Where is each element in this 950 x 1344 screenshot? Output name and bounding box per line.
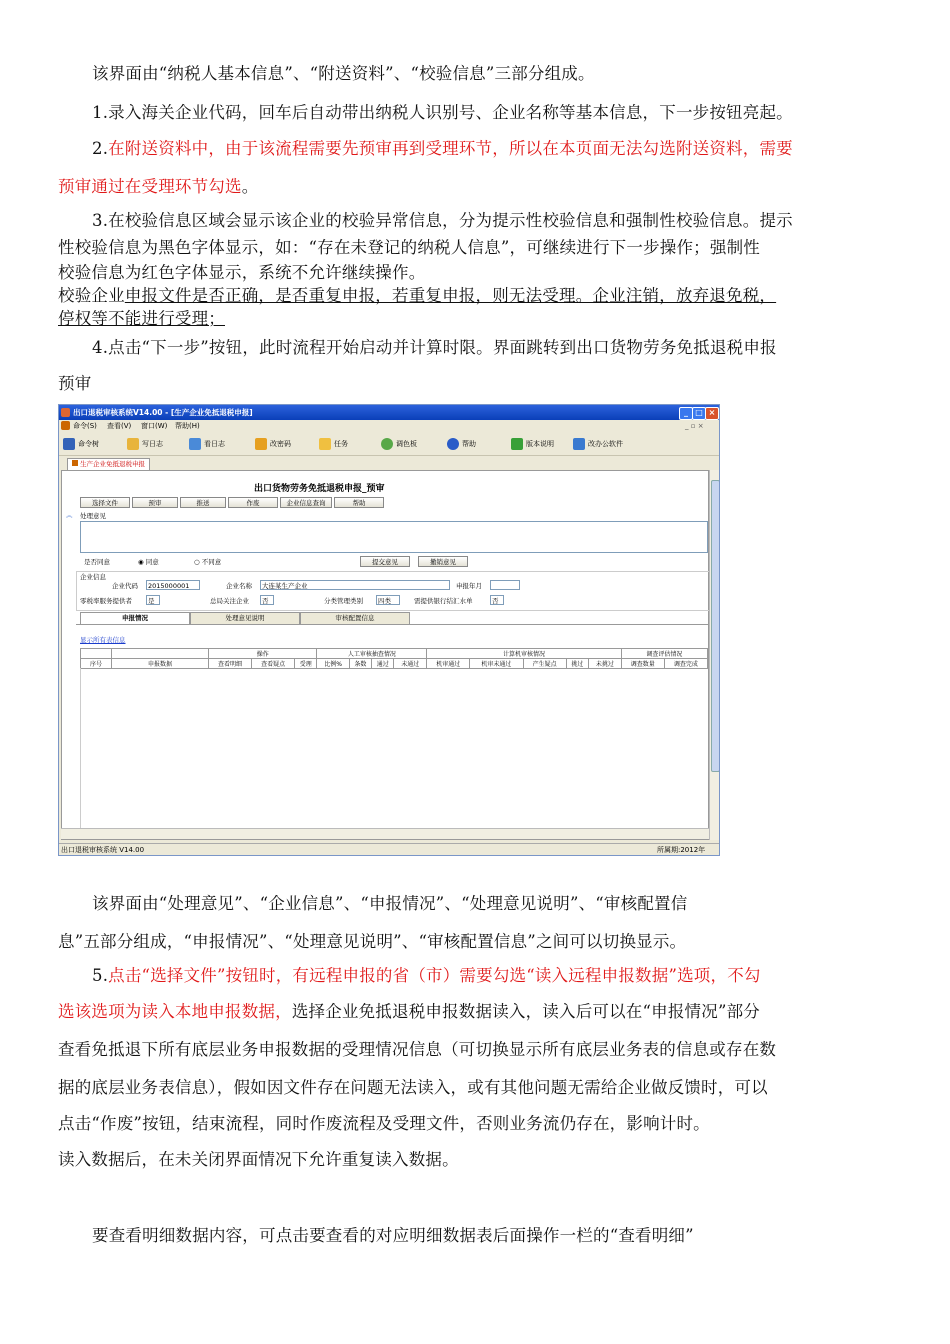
- doc-icon: [72, 460, 78, 466]
- company-code-label: 企业代码: [112, 582, 138, 590]
- vertical-scrollbar[interactable]: [709, 470, 720, 840]
- step1-paragraph: 1.录入海关企业代码，回车后自动带出纳税人识别号、企业名称等基本信息，下一步按钮亮起。: [92, 103, 793, 122]
- pre-review-button[interactable]: 预审: [132, 497, 178, 508]
- col-doubt: 产生疑点: [523, 659, 566, 669]
- submit-opinion-button[interactable]: 提交意见: [360, 556, 410, 567]
- mdi-controls[interactable]: _ ▫ ×: [685, 422, 704, 430]
- reread-note: 读入数据后，在未关闭界面情况下允许重复读入数据。: [58, 1150, 459, 1169]
- menu-view[interactable]: 查看(V): [107, 422, 132, 430]
- status-left: 出口退税审核系统 V14.00: [61, 846, 145, 854]
- intro-paragraph: 该界面由“纳税人基本信息”、“附送资料”、“校验信息”三部分组成。: [92, 64, 595, 83]
- toolbar-task[interactable]: 任务: [319, 436, 348, 452]
- company-query-button[interactable]: 企业信息查询: [280, 497, 332, 508]
- hq-attention-label: 总局关注企业: [210, 597, 249, 605]
- class-label: 分类管理类别: [324, 597, 363, 605]
- scroll-thumb[interactable]: [711, 480, 720, 772]
- step4-line1: 4.点击“下一步”按钮，此时流程开始启动并计算时限。界面跳转到出口货物劳务免抵退税申报: [92, 338, 777, 357]
- layout-paragraph-line2: 息”五部分组成，“申报情况”、“处理意见说明”、“审核配置信息”之间可以切换显示。: [58, 932, 687, 951]
- period-label: 申报年月: [456, 582, 482, 590]
- company-code-input[interactable]: 2015000001: [146, 580, 200, 590]
- step3-line1: 3.在校验信息区域会显示该企业的校验异常信息，分为提示性校验信息和强制性校验信息。提示: [92, 211, 793, 230]
- select-file-button[interactable]: 选择文件: [80, 497, 130, 508]
- col-survey-done: 调查完成: [664, 659, 707, 669]
- users-icon: [573, 438, 585, 450]
- form-title: 出口货物劳务免抵退税申报_预审: [254, 484, 385, 494]
- help-icon: [447, 438, 459, 450]
- col-picked: 挑过: [566, 659, 588, 669]
- col-unpicked: 未挑过: [589, 659, 622, 669]
- grid-group-row: [81, 649, 708, 659]
- col-fail: 未通过: [394, 659, 427, 669]
- toolbar-write-log[interactable]: 写日志: [127, 436, 163, 452]
- toolbar-help[interactable]: 帮助: [447, 436, 476, 452]
- col-survey-count: 调查数量: [621, 659, 664, 669]
- pencil-icon: [127, 438, 139, 450]
- step5-line1: 5.点击“选择文件”按钮时，有远程申报的省（市）需要勾选“读入远程申报数据”选项，不勾: [92, 966, 761, 985]
- company-info-group: [76, 571, 710, 611]
- step5-line3: 查看免抵退下所有底层业务申报数据的受理情况信息（可切换显示所有底层业务表的信息或存在数: [58, 1040, 777, 1059]
- app-screenshot: [58, 404, 720, 856]
- col-machine-fail: 机审未通过: [470, 659, 523, 669]
- toolbar: [59, 433, 719, 456]
- menu-bar: [59, 420, 719, 432]
- grid-header-row: [81, 659, 708, 669]
- col-count: 条数: [349, 659, 371, 669]
- menu-command[interactable]: 命令(S): [73, 422, 97, 430]
- toolbar-change-password[interactable]: 改密码: [255, 436, 291, 452]
- maximize-icon[interactable]: □: [692, 407, 706, 420]
- declaration-grid: [80, 648, 708, 669]
- col-accept: 受理: [295, 659, 317, 669]
- menu-help[interactable]: 帮助(H): [175, 422, 200, 430]
- disagree-radio[interactable]: ○ 不同意: [194, 558, 222, 566]
- group-operation: 操作: [209, 649, 317, 659]
- step4-line2: 预审: [58, 374, 92, 393]
- check-note-line1: 校验企业申报文件是否正确，是否重复申报，若重复申报，则无法受理。企业注销，放弃退免税，: [58, 286, 777, 305]
- step3-line3: 校验信息为红色字体显示，系统不允许继续操作。: [58, 263, 426, 282]
- company-section-label: 企业信息: [80, 573, 106, 581]
- opinion-label: 处理意见: [80, 512, 106, 520]
- detail-paragraph: 要查看明细数据内容，可点击要查看的对应明细数据表后面操作一栏的“查看明细”: [92, 1226, 694, 1245]
- tab-declaration[interactable]: 申报情况: [80, 612, 190, 624]
- period-input[interactable]: [490, 580, 520, 590]
- bank-input[interactable]: 否: [490, 595, 504, 605]
- col-view-doubt: 查看疑点: [252, 659, 295, 669]
- step5-line2: 选该选项为读入本地申报数据，选择企业免抵退税申报数据读入，读入后可以在“申报情况”部分: [58, 1002, 760, 1021]
- revoke-opinion-button[interactable]: 撤销意见: [418, 556, 468, 567]
- group-manual: 人工审核抽查情况: [317, 649, 427, 659]
- bank-label: 需提供银行结汇水单: [414, 597, 473, 605]
- step5-line5: 点击“作废”按钮，结束流程，同时作废流程及受理文件，否则业务流仍存在，影响计时。: [58, 1114, 710, 1133]
- close-icon[interactable]: ×: [705, 407, 719, 420]
- toolbar-palette[interactable]: 调色板: [381, 436, 417, 452]
- class-input[interactable]: 四类: [376, 595, 400, 605]
- status-period: 所属期:2012年: [657, 846, 706, 854]
- check-note-line2: 停权等不能进行受理；: [58, 309, 225, 328]
- form-pane: [61, 470, 709, 840]
- void-button[interactable]: 作废: [228, 497, 278, 508]
- window-title: 出口退税审核系统V14.00 - [生产企业免抵退税申报]: [73, 408, 253, 417]
- show-all-tables-link[interactable]: 显示所有表信息: [80, 636, 126, 644]
- col-seq: 序号: [81, 659, 112, 669]
- document-tabs: [59, 456, 719, 470]
- zero-tax-label: 零税率服务提供者: [80, 597, 132, 605]
- collapse-icon[interactable]: ︽: [66, 511, 73, 519]
- toolbar-view-log[interactable]: 看日志: [189, 436, 225, 452]
- folder-icon: [319, 438, 331, 450]
- company-name-label: 企业名称: [226, 582, 252, 590]
- tab-production-refund[interactable]: 生产企业免抵退税申报: [67, 458, 150, 470]
- agree-radio[interactable]: ◉ 同意: [138, 558, 159, 566]
- zero-tax-input[interactable]: 是: [146, 595, 160, 605]
- opinion-textarea[interactable]: [80, 521, 708, 553]
- col-data: 申报数据: [112, 659, 209, 669]
- col-ratio: 比例%: [317, 659, 349, 669]
- step2-line1: 2.在附送资料中，由于该流程需要先预审再到受理环节，所以在本页面无法勾选附送资料，需要: [92, 139, 793, 158]
- step3-line2: 性校验信息为黑色字体显示，如：“存在未登记的纳税人信息”，可继续进行下一步操作；强制性: [58, 238, 760, 257]
- menu-app-icon: [61, 421, 70, 430]
- step5-line4: 据的底层业务表信息），假如因文件存在问题无法读入，或有其他问题无需给企业做反馈时，可以: [58, 1078, 768, 1097]
- app-icon: [61, 408, 70, 417]
- window-titlebar: [59, 405, 719, 420]
- col-view-detail: 查看明细: [209, 659, 252, 669]
- company-name-input[interactable]: 大连某生产企业: [260, 580, 450, 590]
- layout-paragraph-line1: 该界面由“处理意见”、“企业信息”、“申报情况”、“处理意见说明”、“审核配置信: [92, 894, 688, 913]
- tab-audit-config[interactable]: 审核配置信息: [300, 612, 410, 624]
- minimize-icon[interactable]: _: [679, 407, 693, 420]
- book-icon: [189, 438, 201, 450]
- tree-icon: [63, 438, 75, 450]
- horizontal-scrollbar[interactable]: [61, 828, 709, 839]
- help-button[interactable]: 帮助: [334, 497, 384, 508]
- tab-opinion-notes[interactable]: 处理意见说明: [190, 612, 300, 624]
- key-icon: [255, 438, 267, 450]
- subtab-divider: [76, 624, 708, 625]
- status-bar: [59, 843, 719, 856]
- col-pass: 通过: [372, 659, 394, 669]
- group-survey: 调查评估情况: [621, 649, 707, 659]
- group-computer: 计算机审核情况: [427, 649, 622, 659]
- push-button[interactable]: 推送: [180, 497, 226, 508]
- grid-body[interactable]: [80, 668, 709, 838]
- menu-window[interactable]: 窗口(W): [141, 422, 168, 430]
- version-icon: [511, 438, 523, 450]
- hq-attention-input[interactable]: 否: [260, 595, 274, 605]
- col-machine-pass: 机审通过: [427, 659, 470, 669]
- toolbar-version[interactable]: 版本说明: [511, 436, 554, 452]
- toolbar-office-software[interactable]: 改办公软件: [573, 436, 623, 452]
- palette-icon: [381, 438, 393, 450]
- step2-line2: 预审通过在受理环节勾选。: [58, 177, 259, 196]
- toolbar-command-tree[interactable]: 命令树: [63, 436, 99, 452]
- agree-label: 是否同意: [84, 558, 110, 566]
